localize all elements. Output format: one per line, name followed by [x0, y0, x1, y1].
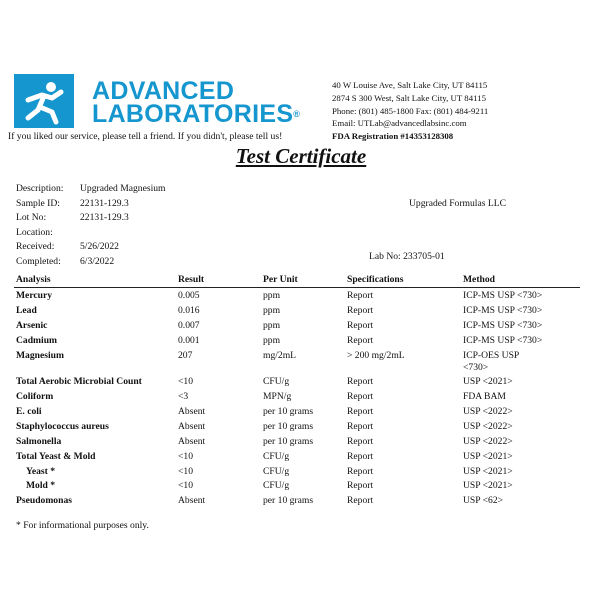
- cell-result: <10: [178, 376, 194, 388]
- info-value: 6/3/2022: [80, 256, 115, 267]
- cell-analysis: Mold *: [26, 480, 56, 492]
- client-name: Upgraded Formulas LLC: [409, 198, 506, 209]
- cell-spec: Report: [347, 334, 374, 346]
- lab-number: Lab No: 233705-01: [369, 251, 445, 262]
- column-header-per-unit: Per Unit: [263, 274, 298, 285]
- cell-analysis: Lead: [16, 304, 37, 316]
- cell-unit: ppm: [263, 334, 281, 346]
- column-header-specifications: Specifications: [347, 274, 404, 285]
- cell-unit: ppm: [263, 304, 281, 316]
- header-divider: [14, 287, 580, 288]
- cell-unit: per 10 grams: [263, 495, 314, 507]
- cell-spec: Report: [347, 391, 374, 402]
- cell-result: Absent: [178, 495, 206, 507]
- cell-unit: per 10 grams: [263, 420, 314, 432]
- cell-method: ICP-MS USP <730>: [463, 304, 543, 316]
- logo-line-1: ADVANCED: [92, 77, 235, 105]
- address-line: 40 W Louise Ave, Salt Lake City, UT 84115: [332, 80, 488, 90]
- cell-analysis: Cadmium: [16, 334, 58, 346]
- cell-result: 207: [178, 349, 193, 361]
- cell-analysis: Total Aerobic Microbial Count: [16, 376, 142, 388]
- info-value: 22131-129.3: [80, 212, 129, 224]
- cell-method: USP <62>: [463, 495, 504, 507]
- cell-method: USP <2021>: [463, 480, 513, 492]
- phone-fax-line: Phone: (801) 485-1800 Fax: (801) 484-9211: [332, 105, 489, 116]
- logo-wordmark: [92, 77, 301, 128]
- cell-result: Absent: [178, 420, 206, 432]
- info-value: 22131-129.3: [80, 197, 129, 209]
- cell-analysis: Magnesium: [16, 349, 64, 361]
- cell-analysis: Yeast *: [26, 465, 56, 477]
- tagline: If you liked our service, please tell a friend. If you didn't, please tell us!: [8, 131, 283, 142]
- cell-spec: Report: [347, 376, 374, 388]
- cell-unit: CFU/g: [263, 376, 290, 388]
- info-label: Completed:: [16, 256, 61, 267]
- info-label: Lot No:: [16, 212, 47, 224]
- cell-analysis: Staphylococcus aureus: [16, 420, 109, 432]
- cell-spec: Report: [347, 465, 374, 477]
- cell-unit: CFU/g: [263, 465, 290, 477]
- cell-unit: CFU/g: [263, 480, 290, 492]
- info-label: Description:: [16, 183, 64, 194]
- info-label: Received:: [16, 241, 55, 253]
- footnote: * For informational purposes only.: [16, 520, 149, 531]
- cell-result: 0.005: [178, 290, 200, 301]
- info-label: Sample ID:: [16, 197, 60, 209]
- cell-analysis: E. coli: [16, 405, 42, 417]
- cell-method: FDA BAM: [463, 391, 506, 402]
- cell-method: USP <2021>: [463, 465, 513, 477]
- cell-result: 0.016: [178, 304, 200, 316]
- cell-unit: per 10 grams: [263, 435, 314, 447]
- cell-spec: Report: [347, 290, 374, 301]
- cell-spec: Report: [347, 304, 374, 316]
- cell-spec: Report: [347, 420, 374, 432]
- column-header-analysis: Analysis: [16, 274, 51, 285]
- column-header-result: Result: [178, 274, 205, 285]
- cell-unit: mg/2mL: [263, 349, 297, 361]
- cell-analysis: Coliform: [16, 391, 54, 402]
- cell-analysis: Salmonella: [16, 435, 62, 447]
- cell-spec: > 200 mg/2mL: [347, 349, 405, 361]
- running-figure-icon: [14, 74, 74, 128]
- cell-spec: Report: [347, 450, 374, 462]
- cell-analysis: Mercury: [16, 290, 53, 301]
- cell-unit: ppm: [263, 290, 281, 301]
- registered-mark: ®: [293, 109, 301, 119]
- cell-result: 0.007: [178, 319, 200, 331]
- cell-unit: ppm: [263, 319, 281, 331]
- cell-method: USP <2021>: [463, 450, 513, 462]
- document-title: Test Certificate: [235, 144, 367, 168]
- cell-analysis: Arsenic: [16, 319, 48, 331]
- cell-result: <3: [178, 391, 189, 402]
- cell-unit: CFU/g: [263, 450, 290, 462]
- cell-result: <10: [178, 480, 194, 492]
- cell-method: USP <2021>: [463, 376, 513, 388]
- logo-line-2: [92, 100, 301, 128]
- logo-line-2-text: LABORATORIES: [92, 100, 294, 128]
- cell-result: <10: [178, 465, 194, 477]
- logo-mark: [14, 74, 74, 128]
- email-line: Email: UTLab@advancedlabsinc.com: [332, 118, 467, 129]
- cell-method: USP <2022>: [463, 405, 513, 417]
- cell-method: ICP-MS USP <730>: [463, 319, 543, 331]
- cell-analysis: Pseudomonas: [16, 495, 72, 507]
- address-line: 2874 S 300 West, Salt Lake City, UT 84115: [332, 92, 486, 103]
- info-label: Location:: [16, 226, 53, 238]
- cell-method: ICP-MS USP <730>: [463, 290, 543, 301]
- cell-spec: Report: [347, 480, 374, 492]
- info-value: 5/26/2022: [80, 241, 119, 253]
- cell-spec: Report: [347, 495, 374, 507]
- cell-method: ICP-MS USP <730>: [463, 334, 543, 346]
- column-header-method: Method: [463, 274, 495, 285]
- cell-unit: MPN/g: [263, 391, 292, 402]
- cell-spec: Report: [347, 405, 374, 417]
- cell-result: Absent: [178, 405, 206, 417]
- cell-result: 0.001: [178, 334, 200, 346]
- cell-method: ICP-OES USP: [463, 349, 520, 361]
- cell-method: USP <2022>: [463, 420, 513, 432]
- lab-address-block: [332, 79, 488, 143]
- cell-spec: Report: [347, 319, 374, 331]
- cell-analysis: Total Yeast & Mold: [16, 450, 96, 462]
- cell-spec: Report: [347, 435, 374, 447]
- cell-unit: per 10 grams: [263, 405, 314, 417]
- info-value: Upgraded Magnesium: [80, 183, 166, 194]
- fda-registration: FDA Registration #14353128308: [332, 131, 454, 142]
- cell-result: Absent: [178, 435, 206, 447]
- cell-method: USP <2022>: [463, 435, 513, 447]
- cell-result: <10: [178, 450, 194, 462]
- cell-method-continued: <730>: [463, 361, 489, 373]
